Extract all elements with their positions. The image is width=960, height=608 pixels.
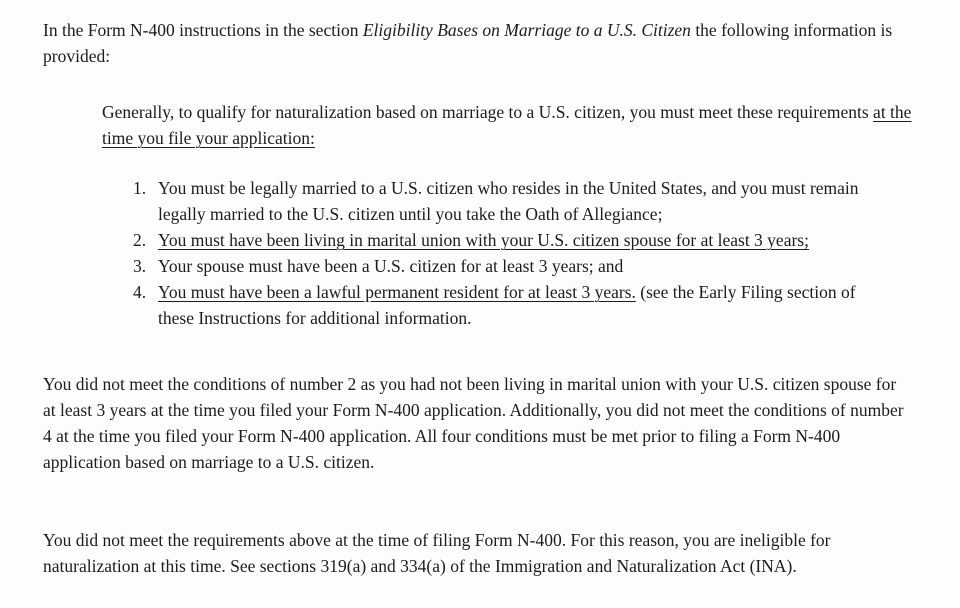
requirement-number: 3.	[133, 256, 147, 276]
intro-text-before: In the Form N-400 instructions in the section	[43, 20, 363, 40]
requirement-number: 4.	[133, 282, 147, 302]
general-requirements-paragraph	[102, 99, 922, 151]
requirement-underlined-text: You must have been living in marital union with your U.S. citizen spouse for at least 3 years;	[158, 230, 809, 250]
requirement-item-2	[133, 227, 893, 253]
requirements-list	[133, 175, 893, 331]
intro-paragraph	[43, 17, 923, 69]
requirement-item-3	[133, 253, 893, 279]
result-paragraph: You did not meet the conditions of number 2 as you had not been living in marital union with your U.S. citizen spouse for at least 3 years at the time you filed your Form N-400 application. Additionally, you did not meet the conditions of number 4 at the time you filed your Form N-400 application. All four conditions must be met prior to filing a Form N-400 application based on marriage to a U.S. citizen.	[43, 374, 904, 472]
requirement-text: Your spouse must have been a U.S. citizen for at least 3 years; and	[158, 256, 624, 276]
general-text: Generally, to qualify for naturalization based on marriage to a U.S. citizen, you must meet these requirements	[102, 102, 874, 122]
section-title: Eligibility Bases on Marriage to a U.S. Citizen	[362, 20, 691, 40]
intro-text-after: the following information is provided:	[43, 20, 893, 66]
requirement-underlined-text: You must have been a lawful permanent resident for at least 3 years.	[158, 282, 636, 302]
requirement-text: (see the Early Filing section of these Instructions for additional information.	[158, 282, 856, 328]
conclusion-paragraph: You did not meet the requirements above at the time of filing Form N-400. For this reason, you are ineligible for naturalization at this time. See sections 319(a) and 334(a) of the Immigration and Naturalization Act (INA).	[43, 530, 831, 576]
requirement-item-4	[133, 279, 893, 331]
requirement-number: 2.	[133, 230, 147, 250]
requirement-text: You must be legally married to a U.S. citizen who resides in the United States, and you must remain legally married to the U.S. citizen until you take the Oath of Allegiance;	[158, 178, 859, 224]
requirement-number: 1.	[133, 178, 147, 198]
requirement-item-1	[133, 175, 893, 227]
general-underlined-text: at the time you file your application:	[102, 102, 912, 148]
